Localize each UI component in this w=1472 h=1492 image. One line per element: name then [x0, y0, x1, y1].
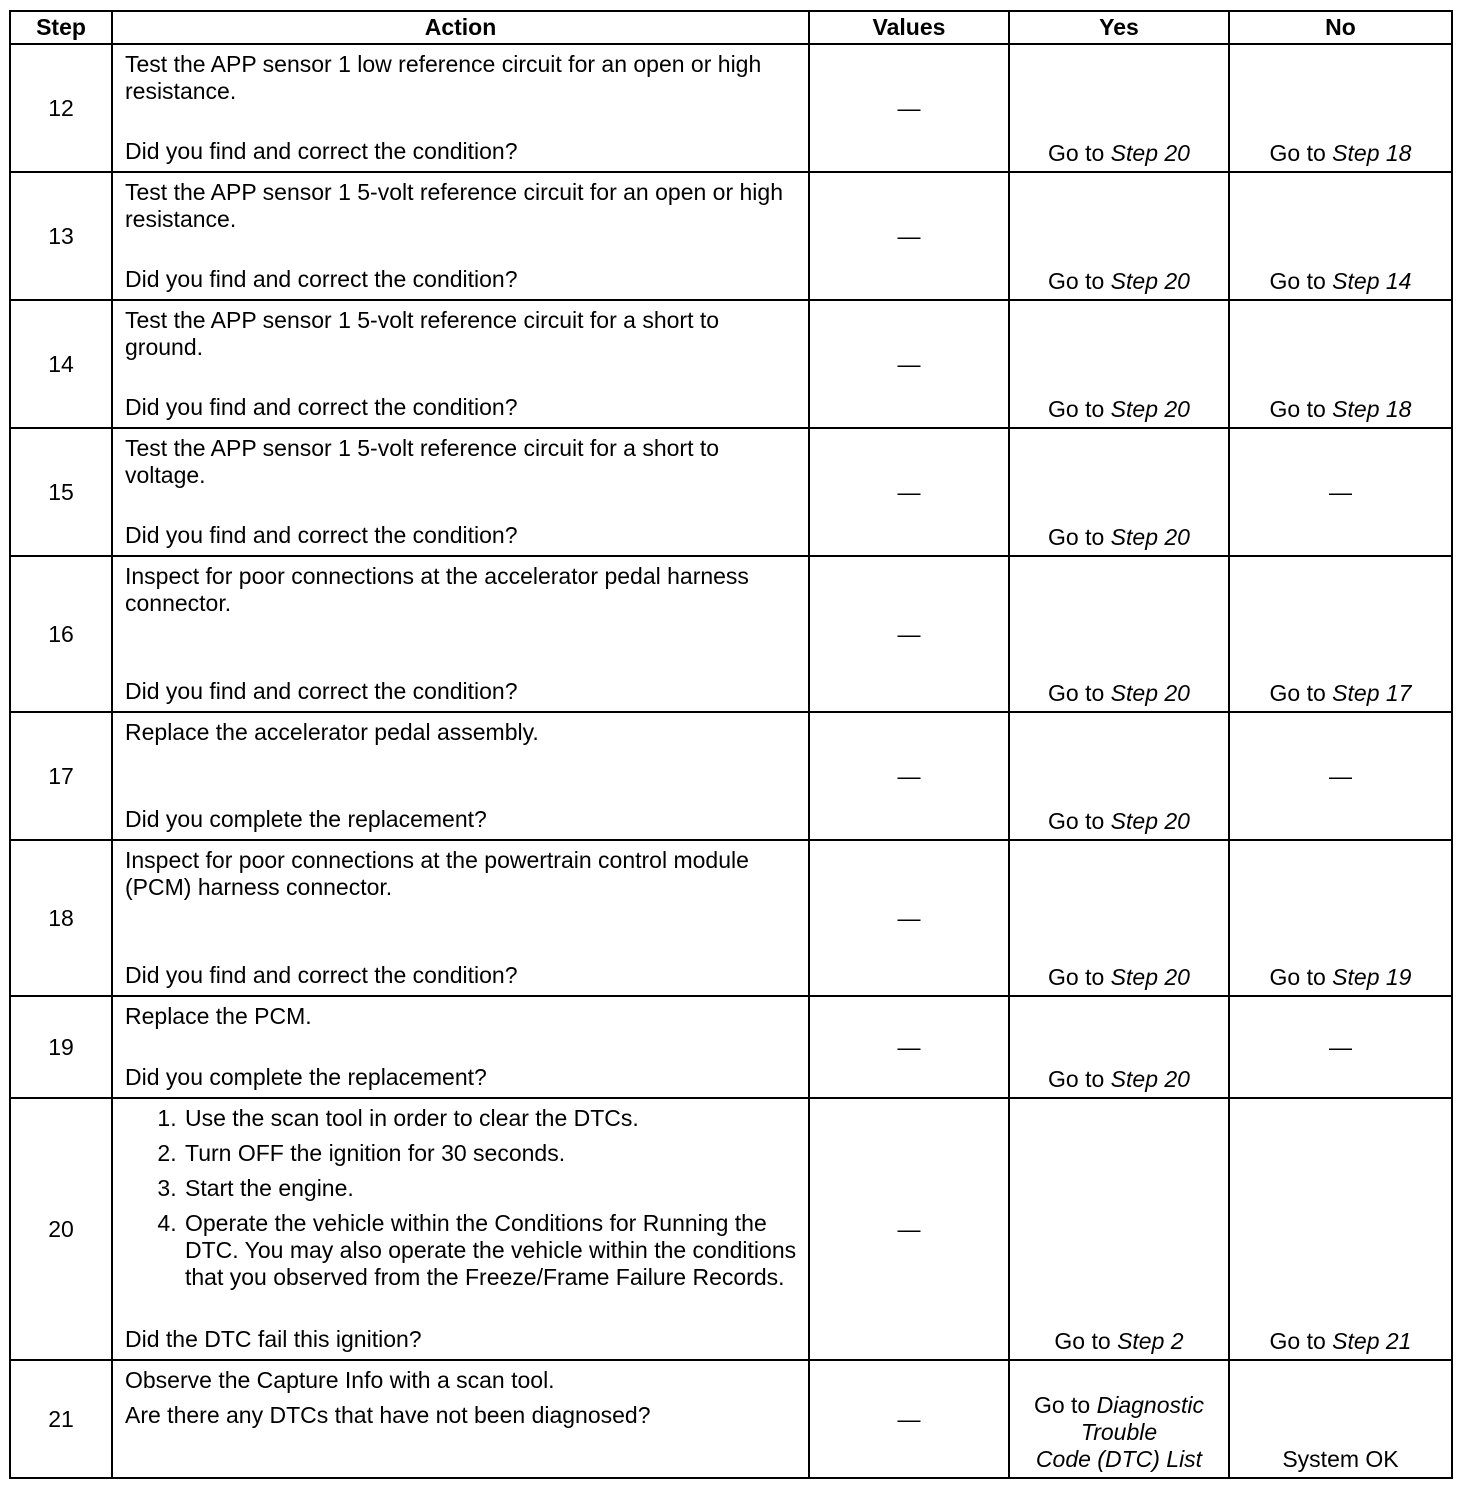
table-row: [10, 172, 1452, 300]
goto-label: Go to: [1054, 1328, 1111, 1354]
values-cell: —: [809, 996, 1009, 1098]
step-number: 15: [10, 428, 112, 556]
action-question: Did you find and correct the condition?: [125, 138, 518, 164]
action-cell: [112, 44, 809, 172]
action-text: Inspect for poor connections at the accelerator pedal harness connector.: [125, 563, 749, 616]
action-question: Did you find and correct the condition?: [125, 962, 518, 988]
step-number: 12: [10, 44, 112, 172]
dtc-list-link[interactable]: Diagnostic: [1096, 1392, 1205, 1418]
table-row: [10, 556, 1452, 712]
goto-label: Go to: [1048, 268, 1105, 294]
goto-label: Go to: [1048, 140, 1105, 166]
action-text: Test the APP sensor 1 5-volt reference circuit for a short to voltage.: [125, 435, 720, 488]
no-cell: —: [1229, 428, 1452, 556]
yes-cell[interactable]: [1009, 428, 1229, 556]
header-row: [10, 11, 1452, 44]
list-item: 3. Start the engine.: [183, 1175, 798, 1202]
step-link[interactable]: Step 20: [1110, 524, 1190, 550]
table-row: [10, 1360, 1452, 1478]
action-cell: [112, 1098, 809, 1360]
step-link[interactable]: Step 18: [1332, 396, 1412, 422]
table-row: [10, 840, 1452, 996]
step-link[interactable]: Step 21: [1332, 1328, 1412, 1354]
dtc-list-link-line3[interactable]: Code (DTC) List: [1035, 1446, 1203, 1472]
goto-label: Go to: [1269, 680, 1326, 706]
values-cell: —: [809, 428, 1009, 556]
action-text: Replace the PCM.: [125, 1003, 312, 1029]
header-values: Values: [809, 11, 1009, 44]
header-action: Action: [112, 11, 809, 44]
action-question: Did you find and correct the condition?: [125, 394, 518, 420]
action-question: Did you find and correct the condition?: [125, 522, 518, 548]
action-question: Did you complete the replacement?: [125, 806, 487, 832]
yes-cell[interactable]: [1009, 300, 1229, 428]
table-row: [10, 300, 1452, 428]
action-text: Test the APP sensor 1 low reference circuit for an open or high resistance.: [125, 51, 762, 104]
yes-cell[interactable]: [1009, 44, 1229, 172]
no-cell[interactable]: [1229, 840, 1452, 996]
step-number: 17: [10, 712, 112, 840]
list-item: 1. Use the scan tool in order to clear the DTCs.: [183, 1105, 798, 1132]
step-number: 19: [10, 996, 112, 1098]
yes-cell[interactable]: [1009, 172, 1229, 300]
header-no: No: [1229, 11, 1452, 44]
step-link[interactable]: Step 20: [1110, 140, 1190, 166]
step-link[interactable]: Step 17: [1332, 680, 1412, 706]
values-cell: —: [809, 172, 1009, 300]
step-link[interactable]: Step 14: [1332, 268, 1412, 294]
goto-label: Go to: [1048, 396, 1105, 422]
action-text: Inspect for poor connections at the powertrain control module (PCM) harness connector.: [125, 847, 749, 900]
step-number: 14: [10, 300, 112, 428]
goto-label: Go to: [1269, 1328, 1326, 1354]
values-cell: —: [809, 712, 1009, 840]
table-row: [10, 712, 1452, 840]
step-number: 20: [10, 1098, 112, 1360]
step-number: 18: [10, 840, 112, 996]
step-link[interactable]: Step 2: [1117, 1328, 1184, 1354]
action-cell: [112, 712, 809, 840]
no-cell: —: [1229, 712, 1452, 840]
action-text: Test the APP sensor 1 5-volt reference circuit for a short to ground.: [125, 307, 720, 360]
action-question: Did the DTC fail this ignition?: [125, 1326, 422, 1352]
yes-cell[interactable]: [1009, 1360, 1229, 1478]
table-row: [10, 44, 1452, 172]
table-row: [10, 428, 1452, 556]
action-question: Did you find and correct the condition?: [125, 266, 518, 292]
step-link[interactable]: Step 19: [1332, 964, 1412, 990]
action-question: Did you complete the replacement?: [125, 1064, 487, 1090]
step-link[interactable]: Step 18: [1332, 140, 1412, 166]
no-cell[interactable]: [1229, 44, 1452, 172]
action-cell: [112, 840, 809, 996]
action-cell: [112, 172, 809, 300]
step-number: 16: [10, 556, 112, 712]
goto-label: Go to: [1048, 808, 1105, 834]
goto-label: Go to: [1269, 964, 1326, 990]
yes-cell[interactable]: [1009, 1098, 1229, 1360]
goto-label: Go to: [1048, 1066, 1105, 1092]
values-cell: —: [809, 300, 1009, 428]
action-cell: [112, 428, 809, 556]
values-cell: —: [809, 1360, 1009, 1478]
step-link[interactable]: Step 20: [1110, 268, 1190, 294]
step-link[interactable]: Step 20: [1110, 680, 1190, 706]
action-text: Replace the accelerator pedal assembly.: [125, 719, 539, 745]
yes-cell[interactable]: [1009, 712, 1229, 840]
action-cell: [112, 300, 809, 428]
table-row: [10, 996, 1452, 1098]
list-item: 4. Operate the vehicle within the Conditions for Running the DTC. You may also operate the vehicle within the conditions that you observed from the Freeze/Frame Failure Records.: [183, 1210, 798, 1291]
table-row: [10, 1098, 1452, 1360]
diagnostic-table: [9, 10, 1453, 1479]
goto-label: Go to: [1269, 140, 1326, 166]
action-question: Are there any DTCs that have not been diagnosed?: [125, 1402, 651, 1428]
values-cell: —: [809, 556, 1009, 712]
action-text: Test the APP sensor 1 5-volt reference circuit for an open or high resistance.: [125, 179, 783, 232]
values-cell: —: [809, 840, 1009, 996]
no-cell[interactable]: [1229, 1098, 1452, 1360]
step-link[interactable]: Step 20: [1110, 1066, 1190, 1092]
action-cell: [112, 1360, 809, 1478]
header-step: Step: [10, 11, 112, 44]
values-cell: —: [809, 1098, 1009, 1360]
action-text: Observe the Capture Info with a scan tool.: [125, 1367, 555, 1393]
goto-label: Go to: [1269, 396, 1326, 422]
no-cell: System OK: [1229, 1360, 1452, 1478]
goto-label: Go to: [1048, 524, 1105, 550]
goto-label: Go to: [1048, 964, 1105, 990]
no-cell[interactable]: [1229, 172, 1452, 300]
dtc-list-link-line2[interactable]: Trouble: [1080, 1419, 1158, 1445]
step-link[interactable]: Step 20: [1110, 808, 1190, 834]
action-cell: [112, 996, 809, 1098]
yes-cell[interactable]: [1009, 996, 1229, 1098]
action-question: Did you find and correct the condition?: [125, 678, 518, 704]
no-cell[interactable]: [1229, 556, 1452, 712]
no-cell[interactable]: [1229, 300, 1452, 428]
list-item: 2. Turn OFF the ignition for 30 seconds.: [183, 1140, 798, 1167]
values-cell: —: [809, 44, 1009, 172]
step-number: 21: [10, 1360, 112, 1478]
goto-label: Go to: [1269, 268, 1326, 294]
header-yes: Yes: [1009, 11, 1229, 44]
goto-label: Go to: [1048, 680, 1105, 706]
goto-label: Go to: [1033, 1392, 1091, 1418]
step-number: 13: [10, 172, 112, 300]
step-link[interactable]: Step 20: [1110, 964, 1190, 990]
yes-cell[interactable]: [1009, 556, 1229, 712]
step-link[interactable]: Step 20: [1110, 396, 1190, 422]
action-cell: [112, 556, 809, 712]
no-cell: —: [1229, 996, 1452, 1098]
yes-cell[interactable]: [1009, 840, 1229, 996]
procedure-list: [125, 1105, 798, 1297]
